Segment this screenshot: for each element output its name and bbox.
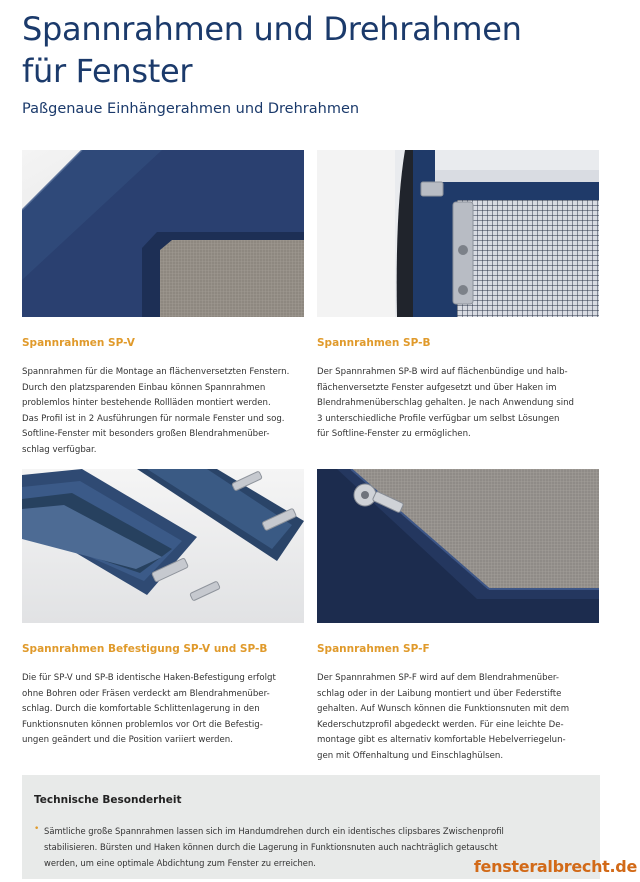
text-sp-f [317, 671, 569, 765]
text-line: schlag verfügbar. [22, 444, 97, 455]
technical-heading: Technische Besonderheit [34, 794, 182, 806]
photo-sp-f [317, 469, 599, 623]
text-line: werden, um eine optimale Abdichtung zum Fenster zu erreichen. [44, 858, 316, 868]
text-line: stabilisieren. Bürsten und Haken können durch die Lagerung in Funktionsnuten auch nachträglich getauscht [44, 842, 498, 852]
text-line: gehalten. Auf Wunsch können die Funktionsnuten mit dem [317, 704, 570, 715]
heading-sp-f: Spannrahmen SP-F [317, 643, 430, 655]
text-line: Das Profil ist in 2 Ausführungen für normale Fenster und sog. [22, 413, 285, 424]
text-line: flächenversetzte Fenster aufgesetzt und über Haken im [317, 382, 557, 393]
title-line-1: Spannrahmen und Drehrahmen [22, 10, 522, 48]
bullet-icon: • [34, 824, 40, 834]
text-line: gen mit Offenhaltung und Einschlaghülsen. [317, 750, 504, 761]
heading-sp-b: Spannrahmen SP-B [317, 337, 431, 349]
text-line: 3 unterschiedliche Profile verfügbar um selbst Lösungen [317, 413, 560, 424]
text-line: Sämtliche große Spannrahmen lassen sich im Handumdrehen durch ein identisches clipsbares Zwischenprofil [44, 826, 504, 836]
page-title [22, 8, 622, 92]
text-line: Blendrahmenüberschlag gehalten. Je nach Anwendung sind [317, 398, 575, 409]
text-line: Durch den platzsparenden Einbau können Spannrahmen [22, 382, 266, 393]
text-line: montage gibt es alternativ komfortable Hebelverriegelun- [317, 735, 566, 746]
text-line: für Softline-Fenster zu ermöglichen. [317, 429, 471, 440]
heading-sp-v: Spannrahmen SP-V [22, 337, 135, 349]
text-sp-v [22, 365, 289, 459]
text-line: Funktionsnuten können problemlos vor Ort die Befestig- [22, 719, 263, 730]
text-line: problemlos hinter bestehende Rollläden montiert werden. [22, 398, 271, 409]
text-line: ohne Bohren oder Fräsen verdeckt am Blendrahmenüber- [22, 688, 270, 699]
text-line: Der Spannrahmen SP-F wird auf dem Blendrahmenüber- [317, 673, 559, 683]
text-line: Der Spannrahmen SP-B wird auf flächenbündige und halb- [317, 367, 568, 377]
text-line: Spannrahmen für die Montage an flächenversetzten Fenstern. [22, 367, 290, 377]
watermark: fensteralbrecht.de [473, 857, 637, 876]
text-line: ungen geändert und die Position variiert werden. [22, 735, 233, 746]
text-line: schlag. Durch die komfortable Schlittenlagerung in den [22, 704, 260, 715]
heading-befestigung: Spannrahmen Befestigung SP-V und SP-B [22, 643, 268, 655]
photo-befestigung [22, 469, 304, 623]
technical-text [44, 823, 504, 871]
text-line: schlag oder in der Laibung montiert und über Federstifte [317, 688, 562, 699]
text-befestigung [22, 671, 276, 749]
text-line: Softline-Fenster mit besonders großen Blendrahmenüber- [22, 429, 270, 440]
page-subtitle: Paßgenaue Einhängerahmen und Drehrahmen [22, 101, 360, 117]
photo-sp-b [317, 150, 599, 317]
photo-sp-v [22, 150, 304, 317]
text-sp-b [317, 365, 574, 443]
text-line: Kederschutzprofil abgedeckt werden. Für eine leichte De- [317, 719, 564, 730]
text-line: Die für SP-V und SP-B identische Haken-Befestigung erfolgt [22, 673, 276, 683]
title-line-2: für Fenster [22, 52, 193, 90]
